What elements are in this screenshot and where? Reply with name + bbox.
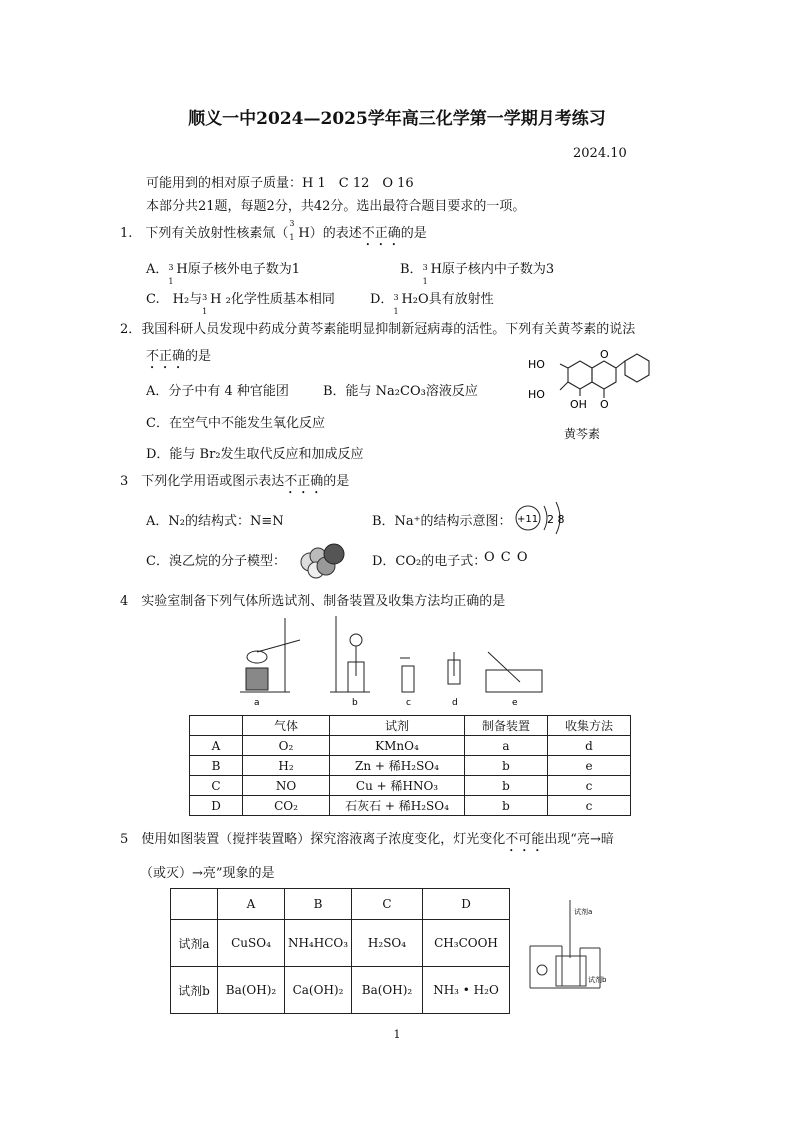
q1-option-c: C. H₂与 3 1 H ₂化学性质基本相同: [146, 292, 335, 316]
q1-option-d: D． 3 1 H₂O具有放射性: [370, 292, 494, 316]
struct-label: 黄芩素: [564, 427, 601, 441]
table-row: D CO₂ 石灰石 + 稀H₂SO₄ b c: [190, 796, 631, 816]
svg-text:b: b: [352, 698, 358, 708]
q5-table: [170, 888, 510, 1014]
q2-option-b: B．能与 Na₂CO₃溶液反应: [323, 384, 478, 399]
svg-text:a: a: [254, 698, 260, 708]
q1-stem: 1. 下列有关放射性核素氚（ 3 1 H）的表述不正确的是: [120, 219, 427, 242]
q2-option-a: A．分子中有 4 种官能团: [146, 384, 289, 399]
q3-stem: 3 下列化学用语或图示表达不正确的是: [120, 474, 350, 489]
svg-text:+11: +11: [517, 514, 539, 525]
svg-text:e: e: [512, 698, 518, 708]
struct-oh-3: OH: [570, 398, 587, 411]
struct-ring-o: O: [600, 348, 609, 361]
svg-text:2 8: 2 8: [547, 513, 565, 526]
q2-stem-line2: 不正确的是: [146, 349, 212, 364]
svg-text:d: d: [452, 698, 458, 708]
q5-stem-line2: （或灭）→亮”现象的是: [140, 866, 275, 881]
q1-option-a: A． 3 1 H原子核外电子数为1: [146, 262, 300, 286]
baicalein-structure: [520, 340, 660, 445]
q3-option-b: B．Na⁺的结构示意图：: [372, 514, 512, 529]
q3-option-c: C．溴乙烷的分子模型：: [146, 554, 286, 569]
q5-stem-line1: 5 使用如图装置（搅拌装置略）探究溶液离子浓度变化，灯光变化不可能出现“亮→暗: [120, 832, 614, 847]
struct-oh-1: HO: [528, 358, 545, 371]
q5-fig-label-a: 试剂a: [574, 908, 593, 916]
instructions: 本部分共21题，每题2分，共42分。选出最符合题目要求的一项。: [146, 199, 526, 214]
table-row: 气体 试剂 制备装置 收集方法: [190, 716, 631, 736]
q1-option-b: B． 3 1 H原子核内中子数为3: [400, 262, 555, 286]
page-number: 1: [393, 1028, 401, 1041]
q3-option-d: D．CO₂的电子式：: [372, 554, 487, 569]
na-ion-diagram: [512, 500, 582, 536]
bromoethane-model: [296, 540, 346, 580]
table-row: B H₂ Zn + 稀H₂SO₄ b e: [190, 756, 631, 776]
table-row: A B C D: [171, 889, 510, 920]
co2-electron-formula: O C O: [484, 550, 529, 565]
q2-option-c: C．在空气中不能发生氧化反应: [146, 416, 325, 431]
q3-option-a: A．N₂的结构式：N≡N: [146, 514, 284, 529]
svg-text:c: c: [406, 698, 411, 708]
q5-conductivity-figure: [520, 898, 620, 998]
q4-apparatus-figure: [230, 612, 550, 708]
q4-stem: 4 实验室制备下列气体所选试剂、制备装置及收集方法均正确的是: [120, 594, 506, 609]
q2-stem-line1: 2．我国科研人员发现中药成分黄芩素能明显抑制新冠病毒的活性。下列有关黄芩素的说法: [120, 322, 636, 337]
page-title: 顺义一中2024—2025学年高三化学第一学期月考练习: [188, 109, 606, 129]
q2-option-d: D．能与 Br₂发生取代反应和加成反应: [146, 447, 364, 462]
struct-oh-2: HO: [528, 388, 545, 401]
table-row: 试剂b Ba(OH)₂ Ca(OH)₂ Ba(OH)₂ NH₃ • H₂O: [171, 967, 510, 1014]
q4-table: [189, 715, 631, 816]
exam-date: 2024.10: [573, 146, 627, 161]
table-row: A O₂ KMnO₄ a d: [190, 736, 631, 756]
table-row: 试剂a CuSO₄ NH₄HCO₃ H₂SO₄ CH₃COOH: [171, 920, 510, 967]
q5-fig-label-b: 试剂b: [588, 976, 607, 984]
atomic-mass-line: 可能用到的相对原子质量：H 1 C 12 O 16: [146, 176, 414, 191]
struct-ketone-o: O: [600, 398, 609, 411]
table-row: C NO Cu + 稀HNO₃ b c: [190, 776, 631, 796]
